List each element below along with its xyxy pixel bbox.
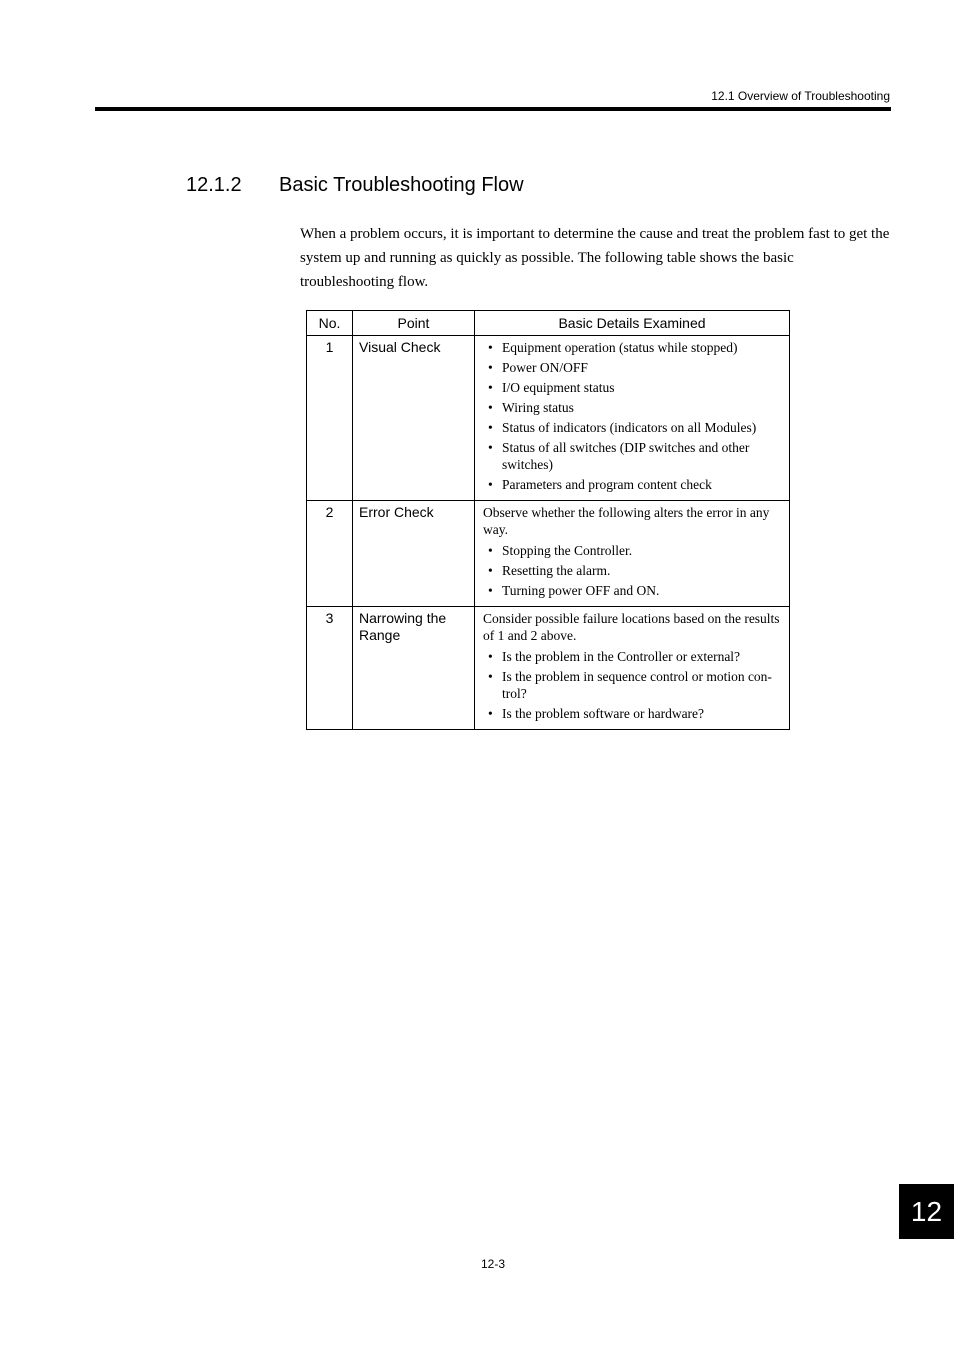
troubleshooting-table — [306, 310, 790, 730]
chapter-tab: 12 — [899, 1184, 954, 1239]
row-number: 1 — [307, 336, 353, 501]
row-point: Error Check — [353, 501, 475, 607]
list-item: • Power ON/OFF — [488, 359, 785, 376]
row-number: 2 — [307, 501, 353, 607]
page-number: 12-3 — [480, 1257, 506, 1271]
detail-lead: Observe whether the following alters the error in any way. — [483, 505, 770, 537]
list-item: • Is the problem in the Controller or external? — [488, 648, 785, 665]
section-number: 12.1.2 — [186, 174, 242, 196]
header-no: No. — [307, 311, 353, 336]
list-item: • Is the problem in sequence control or motion con-trol? — [488, 668, 785, 702]
list-item: • Wiring status — [488, 399, 785, 416]
list-item: • Equipment operation (status while stopped) — [488, 339, 785, 356]
section-title-text: Basic Troubleshooting Flow — [279, 174, 524, 196]
section-title — [186, 174, 524, 197]
running-head: 12.1 Overview of Troubleshooting — [711, 89, 890, 103]
detail-lead: Consider possible failure locations based on the results of 1 and 2 above. — [483, 611, 780, 643]
list-item: • Stopping the Controller. — [488, 542, 785, 559]
detail-list — [483, 339, 785, 493]
row-details — [475, 607, 790, 730]
row-details — [475, 336, 790, 501]
list-item: • Is the problem software or hardware? — [488, 705, 785, 722]
list-item: • I/O equipment status — [488, 379, 785, 396]
list-item: • Parameters and program content check — [488, 476, 785, 493]
table-header-row — [307, 311, 790, 336]
header-point: Point — [353, 311, 475, 336]
detail-list — [483, 542, 785, 599]
header-details: Basic Details Examined — [475, 311, 790, 336]
table-row — [307, 336, 790, 501]
intro-paragraph: When a problem occurs, it is important to determine the cause and treat the problem fast to get the system up and running as quickly as possible. The following table shows the basic troubleshooting flow. — [300, 226, 890, 290]
list-item: • Turning power OFF and ON. — [488, 582, 785, 599]
list-item: • Status of indicators (indicators on all Modules) — [488, 419, 785, 436]
list-item: • Status of all switches (DIP switches and other switches) — [488, 439, 785, 473]
header-rule — [95, 107, 891, 111]
table-row — [307, 501, 790, 607]
row-details — [475, 501, 790, 607]
detail-list — [483, 648, 785, 722]
table-row — [307, 607, 790, 730]
row-point: Narrowing the Range — [353, 607, 475, 730]
list-item: • Resetting the alarm. — [488, 562, 785, 579]
row-number: 3 — [307, 607, 353, 730]
row-point: Visual Check — [353, 336, 475, 501]
